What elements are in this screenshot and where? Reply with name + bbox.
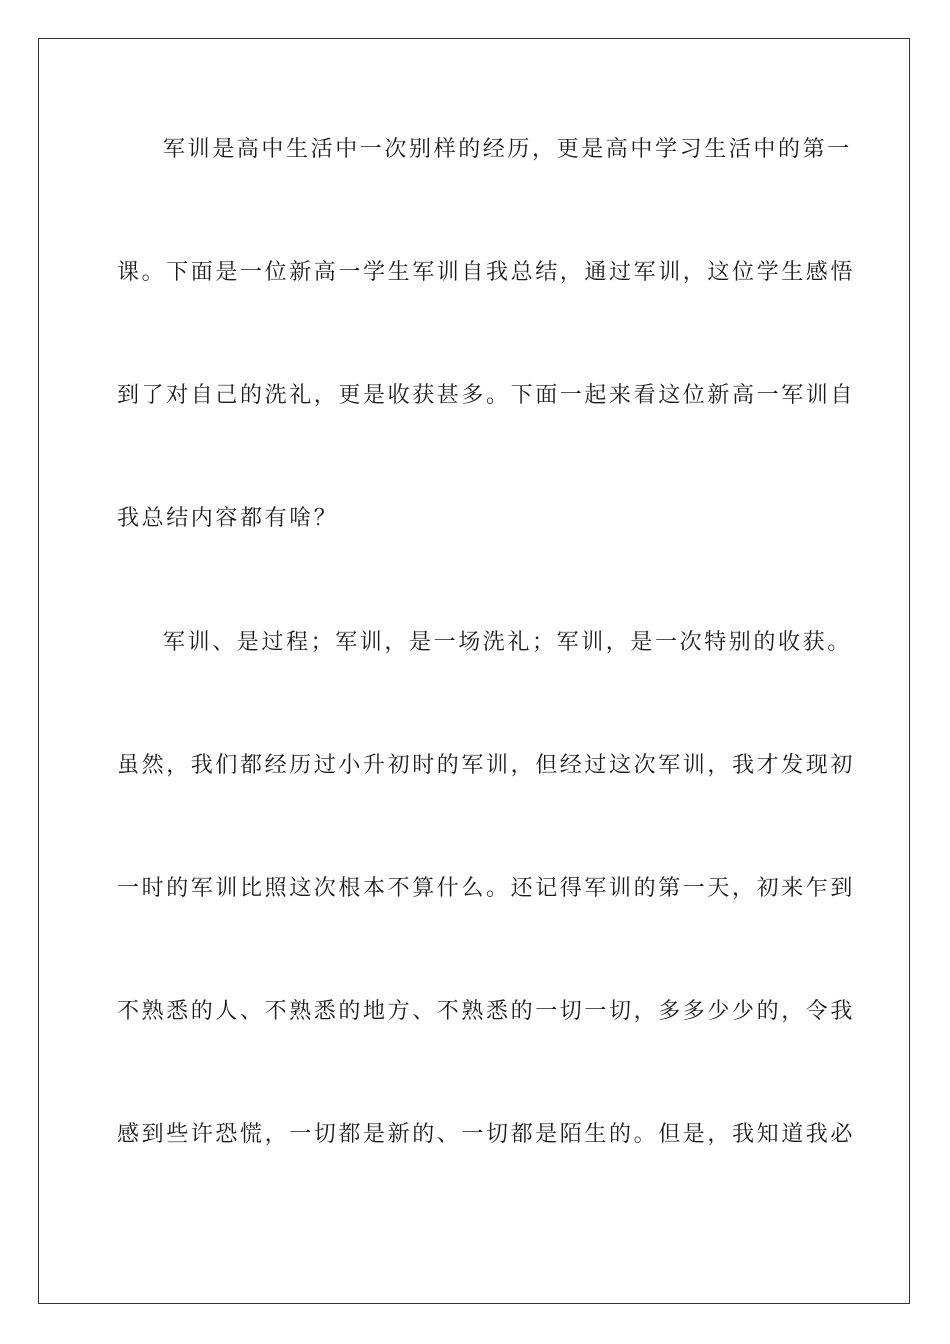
paragraph-1-line-2: 课。下面是一位新高一学生军训自我总结，通过军训，这位学生感悟 xyxy=(117,260,856,285)
page-border xyxy=(38,38,910,1304)
paragraph-2-line-3: 一时的军训比照这次根本不算什么。还记得军训的第一天，初来乍到 xyxy=(117,876,856,901)
paragraph-2-line-4: 不熟悉的人、不熟悉的地方、不熟悉的一切一切，多多少少的，令我 xyxy=(117,999,856,1024)
paragraph-1-line-1: 军训是高中生活中一次别样的经历，更是高中学习生活中的第一 xyxy=(163,137,852,162)
paragraph-1-line-4: 我总结内容都有啥？ xyxy=(117,506,339,531)
paragraph-2-line-5: 感到些许恐慌，一切都是新的、一切都是陌生的。但是，我知道我必 xyxy=(117,1122,856,1147)
paragraph-2-line-1: 军训、是过程；军训，是一场洗礼；军训，是一次特别的收获。 xyxy=(163,630,852,655)
paragraph-1-line-3: 到了对自己的洗礼，更是收获甚多。下面一起来看这位新高一军训自 xyxy=(117,383,856,408)
paragraph-2-line-2: 虽然，我们都经历过小升初时的军训，但经过这次军训，我才发现初 xyxy=(117,753,856,778)
